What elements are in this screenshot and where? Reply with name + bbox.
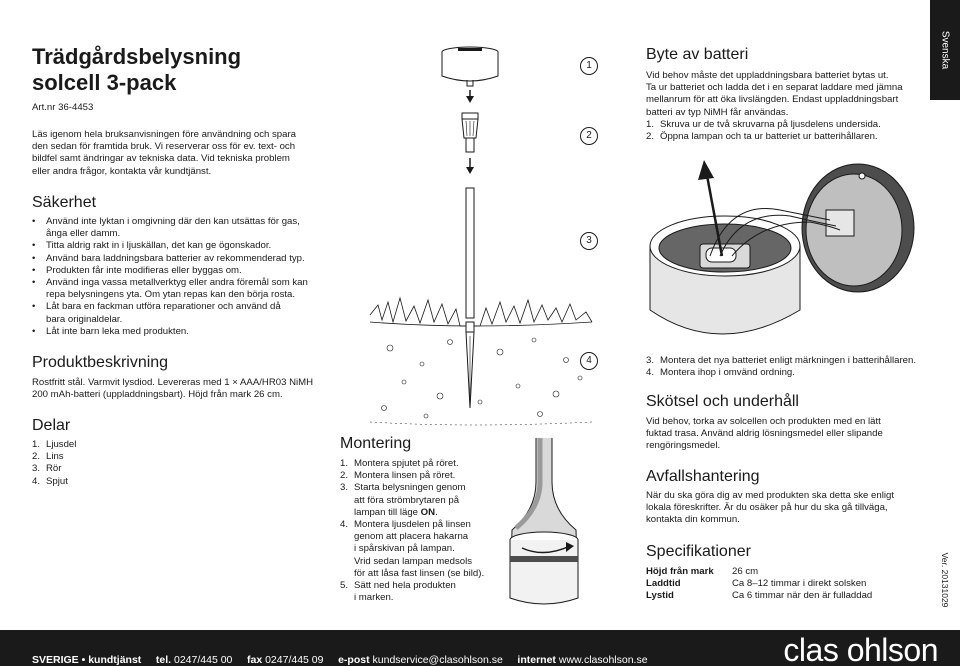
specs-heading: Specifikationer [646, 543, 751, 560]
battery-step: 3. Montera det nya batteriet enligt märkningen i batterihållaren. [646, 355, 916, 366]
language-tab-label: Svenska [939, 30, 951, 70]
title-line-2: solcell 3-pack [32, 70, 177, 95]
parts-item: 3. Rör [32, 463, 62, 475]
safety-heading: Säkerhet [32, 194, 97, 211]
light-head-drawing [442, 47, 498, 86]
callout-2: 2 [580, 127, 598, 145]
battery-illustration [640, 160, 925, 350]
mounting-item: 2. Montera linsen på röret. [340, 470, 456, 482]
spec-row: Höjd från mark 26 cm [646, 566, 759, 577]
title-block [32, 44, 312, 96]
language-tab [930, 0, 960, 100]
care-text [646, 416, 916, 453]
footer-fax: 0247/445 09 [265, 654, 324, 666]
lamp-body-drawing [650, 216, 800, 334]
care-line: fuktad trasa. Använd aldrig lösningsmedel eller slipande [646, 428, 883, 440]
disposal-line: lokala föreskrifter. Är du osäker på hur du ska gå tillväga, [646, 502, 888, 514]
safety-item: • Låt bara en fackman utföra reparationer och använd då bara originaldelar. [32, 301, 332, 325]
disposal-text [646, 490, 916, 527]
safety-item: • Använd inga vassa metallverktyg eller andra föremål som kan repa belysningens yta. Om ytan repas kan den börja rosta. [32, 277, 332, 301]
product-line: Rostfritt stål. Varmvit lysdiod. Levereras med 1 × AAA/HR03 NiMH [32, 377, 314, 388]
version-text: Ver. 20131029 [940, 552, 950, 608]
safety-item: • Produkten får inte modifieras eller byggas om. [32, 265, 332, 277]
safety-list [32, 216, 332, 338]
safety-item: • Använd inte lyktan i omgivning där den kan utsättas för gas, ånga eller damm. [32, 216, 332, 240]
disposal-heading: Avfallshantering [646, 468, 760, 485]
disposal-line: kontakta din kommun. [646, 514, 740, 526]
callout-1: 1 [580, 57, 598, 75]
battery-step: 1. Skruva ur de två skruvarna på ljusdelens undersida. [646, 119, 881, 130]
battery-heading: Byte av batteri [646, 46, 749, 63]
battery-steps-continued [646, 355, 926, 379]
care-heading: Skötsel och underhåll [646, 393, 799, 410]
battery-steps [646, 119, 916, 143]
article-number: Art.nr 36-4453 [32, 102, 94, 113]
lens-drawing [462, 113, 478, 152]
mounting-item: 5. Sätt ned hela produkten i marken. [340, 580, 456, 604]
lens-twist-drawing [510, 438, 578, 604]
battery-line: Ta ur batteriet och ladda det i en separat laddare med jämna [646, 82, 903, 94]
ground-drawing [370, 298, 592, 425]
footer-web-link[interactable]: www.clasohlson.se [558, 654, 648, 666]
product-heading: Produktbeskrivning [32, 354, 169, 371]
spec-row: Laddtid Ca 8–12 timmar i direkt solsken [646, 578, 867, 590]
battery-line: batteri av typ NiMH får användas. [646, 106, 789, 118]
footer [0, 630, 960, 666]
intro-text [32, 129, 322, 178]
callout-4: 4 [580, 352, 598, 370]
battery-text [646, 70, 916, 119]
mounting-item: 1. Montera spjutet på röret. [340, 458, 459, 469]
battery-line: Vid behov måste det uppladdningsbara batteriet bytas ut. [646, 70, 889, 81]
care-line: Vid behov, torka av solcellen och produkten med en lätt [646, 416, 881, 427]
battery-step: 4. Montera ihop i omvänd ordning. [646, 367, 795, 379]
footer-service: kundtjänst [88, 654, 142, 666]
care-line: rengöringsmedel. [646, 440, 721, 452]
footer-tel-label: tel. [155, 654, 172, 666]
safety-item: • Använd bara laddningsbara batterier av rekommenderad typ. [32, 253, 332, 265]
disposal-line: När du ska göra dig av med produkten ska detta ske enligt [646, 490, 894, 501]
footer-tel: 0247/445 00 [173, 654, 233, 666]
spec-row: Lystid Ca 6 timmar när den är fulladdad [646, 590, 873, 602]
footer-contact: SVERIGE • kundtjänst tel. 0247/445 00 fax 0247/445 09 e-post kundservice@clasohlson.se internet www.clasohlson.se [32, 654, 648, 666]
product-line: 200 mAh-batteri (uppladdningsbart). Höjd från mark 26 cm. [32, 389, 283, 401]
mounting-item: 4. Montera ljusdelen på linsen genom att placera hakarna i spårskivan på lampan. Vrid sedan lampan medsols för att låsa fast linsen (se bild). [340, 519, 485, 579]
battery-step: 2. Öppna lampan och ta ur batteriet ur batterihållaren. [646, 131, 878, 143]
safety-item: • Låt inte barn leka med produkten. [32, 326, 332, 338]
footer-fax-label: fax [246, 654, 263, 666]
product-text [32, 377, 332, 401]
footer-web-label: internet [517, 654, 556, 666]
parts-item: 2. Lins [32, 451, 64, 463]
battery-line: mellanrum för att öka livslängden. Endast uppladdningsbart [646, 94, 899, 106]
safety-item: • Titta aldrig rakt in i ljuskällan, det kan ge ögonskador. [32, 240, 332, 252]
intro-line: eller andra frågor, kontakta vår kundtjänst. [32, 165, 212, 177]
tube-drawing [466, 188, 474, 318]
footer-email-label: e-post [338, 654, 370, 666]
footer-email-link[interactable]: kundservice@clasohlson.se [372, 654, 503, 666]
footer-country: SVERIGE [32, 654, 79, 666]
version-label [930, 540, 960, 620]
intro-line: bildfel samt ändringar av tekniska data. Vid tekniska problem [32, 153, 290, 165]
open-lid-drawing [802, 164, 914, 292]
callout-3: 3 [580, 232, 598, 250]
parts-heading: Delar [32, 417, 71, 434]
parts-item: 4. Spjut [32, 475, 68, 487]
mounting-item: 3. Starta belysningen genom att föra strömbrytaren på lampan till läge ON. [340, 482, 466, 518]
mounting-list [340, 458, 500, 604]
title-line-1: Trädgårdsbelysning [32, 44, 242, 69]
brand-logo: clas ohlson [783, 632, 938, 666]
mounting-heading: Montering [340, 435, 412, 452]
intro-line: den sedan för framtida bruk. Vi reserverar oss för ev. text- och [32, 141, 296, 153]
parts-list [32, 439, 76, 488]
specs-table [646, 566, 916, 603]
intro-line: Läs igenom hela bruksanvisningen före användning och spara [32, 129, 297, 140]
parts-item: 1. Ljusdel [32, 439, 77, 450]
spike-drawing [466, 322, 474, 408]
